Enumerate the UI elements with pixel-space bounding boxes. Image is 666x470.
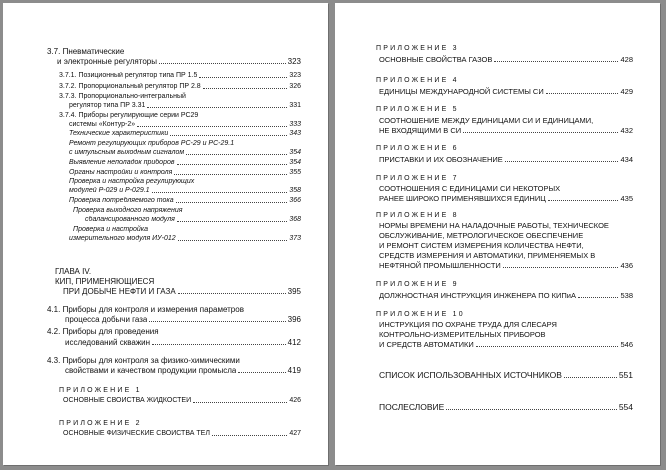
toc-entry-appendix-8-line1: НОРМЫ ВРЕМЕНИ НА НАЛАДОЧНЫЕ РАБОТЫ, ТЕХНИЧЕСКОЕ <box>379 221 609 230</box>
toc-entry-3-7-2: 3.7.2. Пропорциональный регулятор ПР 2.8 326 <box>59 83 301 90</box>
chapter-4-title-line: КИП, ПРИМЕНЯЮЩИЕСЯ <box>55 277 155 286</box>
appendix-9-label: ПРИЛОЖЕНИЕ 9 <box>376 281 459 288</box>
toc-entry-faults: Выявление неполадок приборов 354 <box>69 159 301 166</box>
toc-entry-4-3-title: 4.3. Приборы для контроля за физико-химическими <box>47 356 240 365</box>
appendix-5-label: ПРИЛОЖЕНИЕ 5 <box>376 106 459 113</box>
toc-entry-3-7-4-title: 3.7.4. Приборы регулирующие серии РС29 <box>59 112 199 119</box>
toc-page-left <box>3 3 328 465</box>
toc-entry-check1-title: Проверка и настройка регулирующих <box>69 178 195 185</box>
toc-entry-tech: Технические характеристики 343 <box>69 130 301 137</box>
appendix-7-label: ПРИЛОЖЕНИЕ 7 <box>376 175 459 182</box>
toc-entry-4-1: процесса добычи газа 396 <box>65 315 301 324</box>
toc-entry-chapter-4: ПРИ ДОБЫЧЕ НЕФТИ И ГАЗА 395 <box>63 287 301 296</box>
toc-entry-voltage: сбалансированного модуля 368 <box>85 216 301 223</box>
toc-entry-appendix-7: РАНЕЕ ШИРОКО ПРИМЕНЯВШИХСЯ ЕДИНИЦ 435 <box>379 194 633 203</box>
toc-entry-appendix-1: ОСНОВНЫЕ СВОЙСТВА ЖИДКОСТЕЙ 426 <box>63 397 301 404</box>
appendix-8-label: ПРИЛОЖЕНИЕ 8 <box>376 212 459 219</box>
toc-entry-3-7-3: регулятор типа ПР 3.31 331 <box>69 102 301 109</box>
toc-entry-appendix-10-line1: ИНСТРУКЦИЯ ПО ОХРАНЕ ТРУДА ДЛЯ СЛЕСАРЯ <box>379 320 557 329</box>
toc-entry-appendix-8-line4: СРЕДСТВ ИЗМЕРЕНИЯ И АВТОМАТИКИ, ПРИМЕНЯЕМЫХ В <box>379 251 596 260</box>
toc-page-right <box>335 3 660 465</box>
toc-entry-afterword: ПОСЛЕСЛОВИЕ 554 <box>379 402 633 412</box>
toc-entry-3-7-1: 3.7.1. Позиционный регулятор типа ПР 1.5 323 <box>59 72 301 79</box>
toc-entry-3-7-3-title: 3.7.3. Пропорционально-интегральный <box>59 93 186 100</box>
toc-entry-appendix-7-title: СООТНОШЕНИЯ С ЕДИНИЦАМИ СИ НЕКОТОРЫХ <box>379 184 561 193</box>
toc-entry-4-2: исследований скважин 412 <box>65 338 301 347</box>
toc-entry-appendix-10-line2: КОНТРОЛЬНО-ИЗМЕРИТЕЛЬНЫХ ПРИБОРОВ <box>379 330 546 339</box>
toc-entry-appendix-10: И СРЕДСТВ АВТОМАТИКИ 546 <box>379 340 633 349</box>
toc-entry-4-2-title: 4.2. Приборы для проведения <box>47 327 159 336</box>
toc-entry-check2-title: Проверка и настройка <box>73 226 149 233</box>
toc-entry-3-7-title: 3.7. Пневматические <box>47 47 125 56</box>
toc-entry-3-7-4: системы «Контур-2» 333 <box>69 121 301 128</box>
toc-entry-appendix-2: ОСНОВНЫЕ ФИЗИЧЕСКИЕ СВОЙСТВА ТЕЛ 427 <box>63 430 301 437</box>
toc-entry-appendix-6: ПРИСТАВКИ И ИХ ОБОЗНАЧЕНИЕ 434 <box>379 155 633 164</box>
appendix-6-label: ПРИЛОЖЕНИЕ 6 <box>376 145 459 152</box>
toc-entry-check1: модулей Р-029 и Р-029.1 358 <box>69 187 301 194</box>
toc-entry-4-3: свойствами и качеством продукции промысла 419 <box>65 366 301 375</box>
appendix-2-label: ПРИЛОЖЕНИЕ 2 <box>59 420 142 427</box>
toc-entry-appendix-3: ОСНОВНЫЕ СВОЙСТВА ГАЗОВ 428 <box>379 55 633 64</box>
toc-entry-appendix-4: ЕДИНИЦЫ МЕЖДУНАРОДНОЙ СИСТЕМЫ СИ 429 <box>379 87 633 96</box>
appendix-4-label: ПРИЛОЖЕНИЕ 4 <box>376 77 459 84</box>
toc-entry-appendix-9: ДОЛЖНОСТНАЯ ИНСТРУКЦИЯ ИНЖЕНЕРА ПО КИПиА 538 <box>379 291 633 300</box>
toc-entry-appendix-8: НЕФТЯНОЙ ПРОМЫШЛЕННОСТИ 436 <box>379 261 633 270</box>
toc-entry-sources: СПИСОК ИСПОЛЬЗОВАННЫХ ИСТОЧНИКОВ 551 <box>379 370 633 380</box>
toc-entry-appendix-5-title: СООТНОШЕНИЕ МЕЖДУ ЕДИНИЦАМИ СИ И ЕДИНИЦАМИ, <box>379 116 594 125</box>
toc-entry-appendix-8-line3: И РЕМОНТ СИСТЕМ ИЗМЕРЕНИЯ КОЛИЧЕСТВА НЕФТИ, <box>379 241 584 250</box>
chapter-4-heading: ГЛАВА IV. <box>55 267 92 276</box>
toc-entry-appendix-8-line2: ОБСЛУЖИВАНИЕ, МЕТРОЛОГИЧЕСКОЕ ОБЕСПЕЧЕНИЕ <box>379 231 584 240</box>
appendix-10-label: ПРИЛОЖЕНИЕ 10 <box>376 311 465 318</box>
toc-entry-consumption: Проверка потребляемого тока 366 <box>69 197 301 204</box>
toc-entry-controls: Органы настройки и контроля 355 <box>69 169 301 176</box>
toc-entry-4-1-title: 4.1. Приборы для контроля и измерения параметров <box>47 305 244 314</box>
toc-entry-3-7: и электронные регуляторы 323 <box>57 57 301 66</box>
appendix-3-label: ПРИЛОЖЕНИЕ 3 <box>376 45 459 52</box>
toc-entry-repair: с импульсным выходным сигналом 354 <box>69 149 301 156</box>
toc-entry-repair-title: Ремонт регулирующих приборов РС-29 и РС-29.1 <box>69 140 235 147</box>
toc-entry-check2: измерительного модуля ИУ-012 373 <box>69 235 301 242</box>
toc-entry-voltage-title: Проверка выходного напряжения <box>73 207 183 214</box>
toc-entry-appendix-5: НЕ ВХОДЯЩИМИ В СИ 432 <box>379 126 633 135</box>
appendix-1-label: ПРИЛОЖЕНИЕ 1 <box>59 387 142 394</box>
